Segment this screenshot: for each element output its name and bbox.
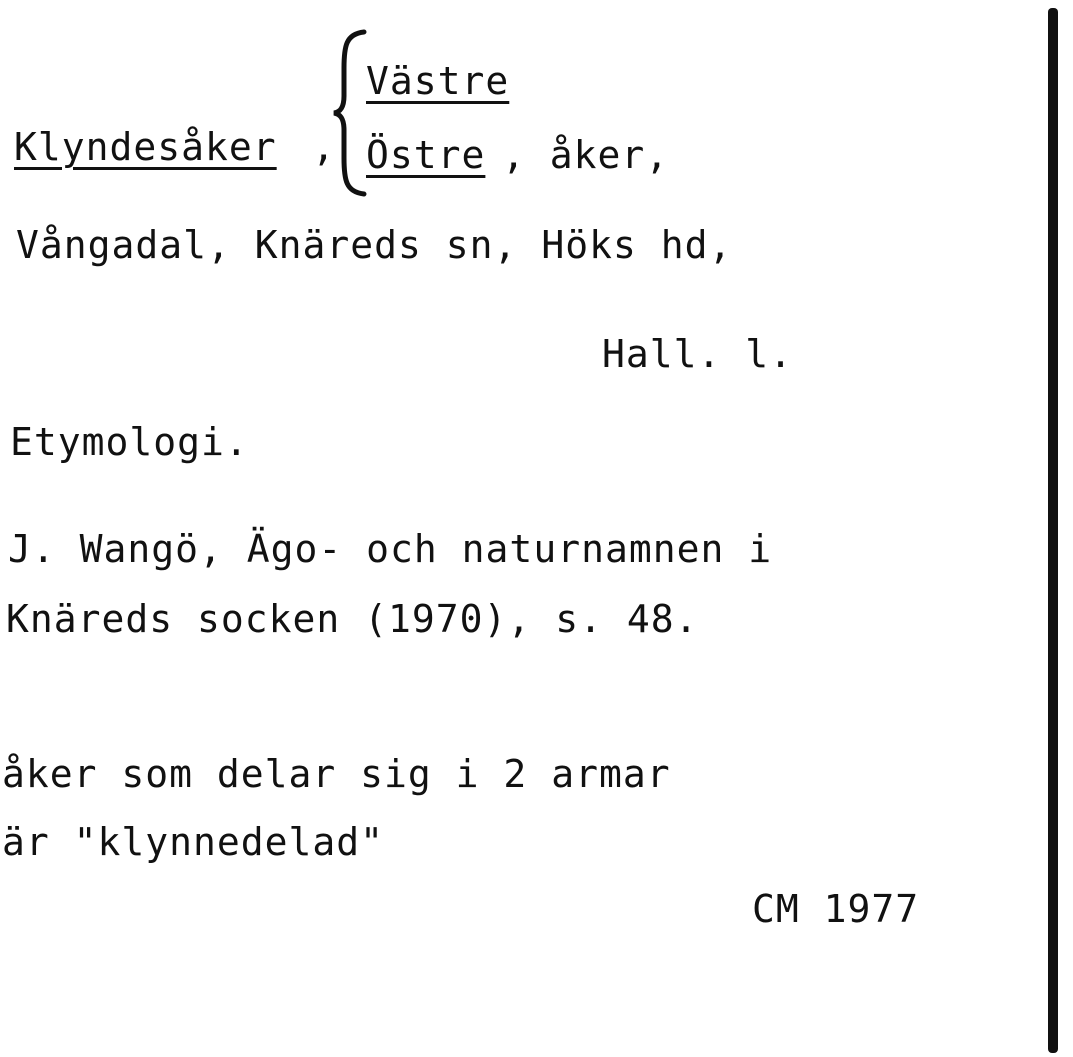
note-line-1: åker som delar sig i 2 armar [2, 752, 671, 796]
variant-upper: Västre [366, 59, 510, 103]
headword-comma: , [312, 125, 336, 169]
section-heading: Etymologi. [10, 420, 249, 464]
variant-suffix: , åker, [502, 133, 670, 177]
signature: CM 1977 [752, 887, 920, 931]
location-line: Vångadal, Knäreds sn, Höks hd, [16, 223, 733, 267]
province-line: Hall. l. [602, 332, 794, 376]
headword: Klyndesåker [14, 125, 277, 169]
reference-line-2: Knäreds socken (1970), s. 48. [6, 597, 699, 641]
variant-lower: Östre [366, 133, 486, 177]
note-line-2: är "klynnedelad" [2, 820, 385, 864]
card-edge-line [1048, 8, 1058, 1053]
reference-line-1: J. Wangö, Ägo- och naturnamnen i [8, 527, 773, 571]
curly-brace-icon [330, 28, 370, 198]
